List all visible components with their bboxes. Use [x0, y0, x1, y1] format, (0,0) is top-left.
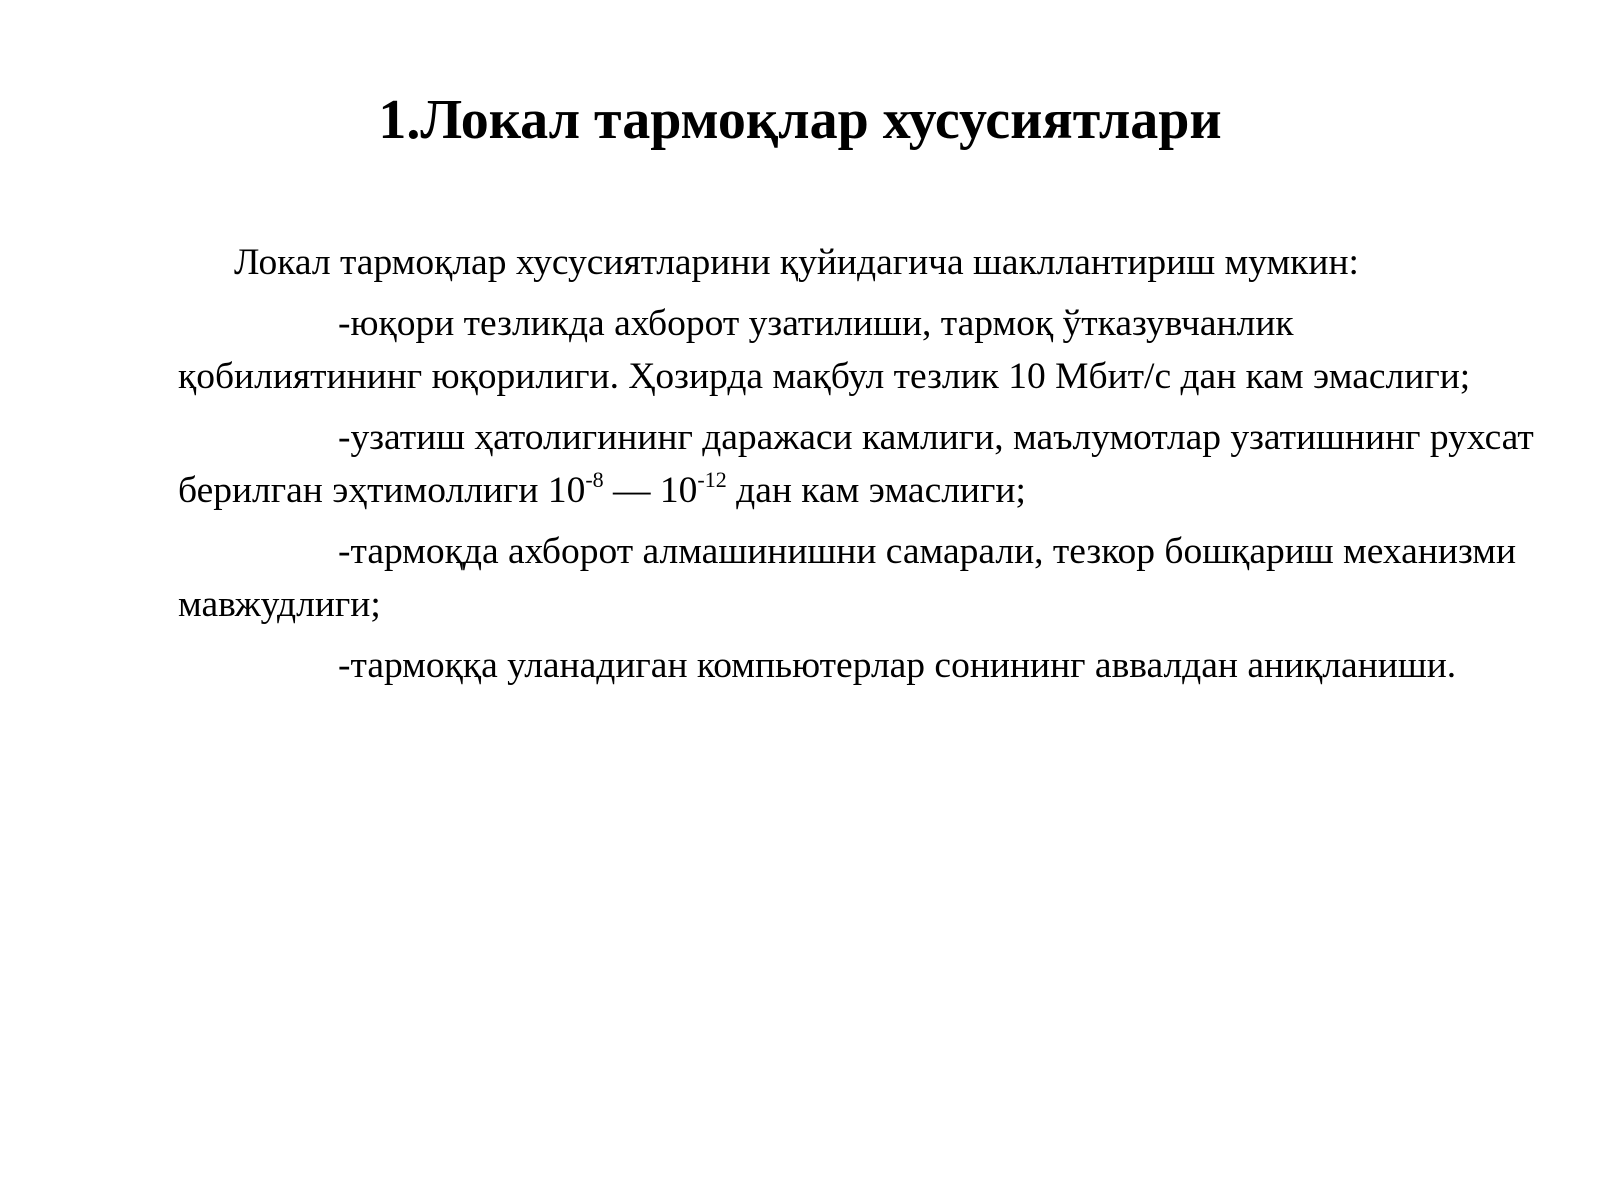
bullet-error-rate — [178, 411, 1538, 518]
probability-exponent-2: -12 — [697, 467, 727, 492]
bullet-error-rate-tail: дан кам эмаслиги; — [726, 470, 1026, 511]
range-dash: — — [603, 470, 660, 511]
bullet-high-speed: -юқори тезликда ахборот узатилиши, тармоқ ўтказувчанлик қобилиятининг юқорилиги. Ҳозирда мақбул тезлик 10 Мбит/с дан кам эмаслиги; — [178, 302, 1471, 397]
bullet-control-mechanism: -тармоқда ахборот алмашинишни самарали, тезкор бошқариш механизми мавжудлиги; — [178, 530, 1517, 625]
slide-title: 1.Локал тармоқлар хусусиятлари — [378, 89, 1222, 151]
bullet-error-rate-text: -узатиш ҳатолигининг даражаси камлиги, маълумотлар узатишнинг рухсат берилган эҳтимоллиги — [178, 416, 1534, 511]
probability-base-1: 10 — [547, 470, 586, 511]
intro-paragraph: Локал тармоқлар хусусиятларини қуйидагича шакллантириш мумкин: — [234, 242, 1359, 283]
bullet-computer-count: -тармоққа уланадиган компьютерлар сонининг аввалдан аниқланиши. — [338, 644, 1457, 686]
probability-base-2: 10 — [659, 470, 698, 511]
probability-exponent-1: -8 — [585, 467, 604, 492]
slide-body — [178, 236, 1538, 699]
